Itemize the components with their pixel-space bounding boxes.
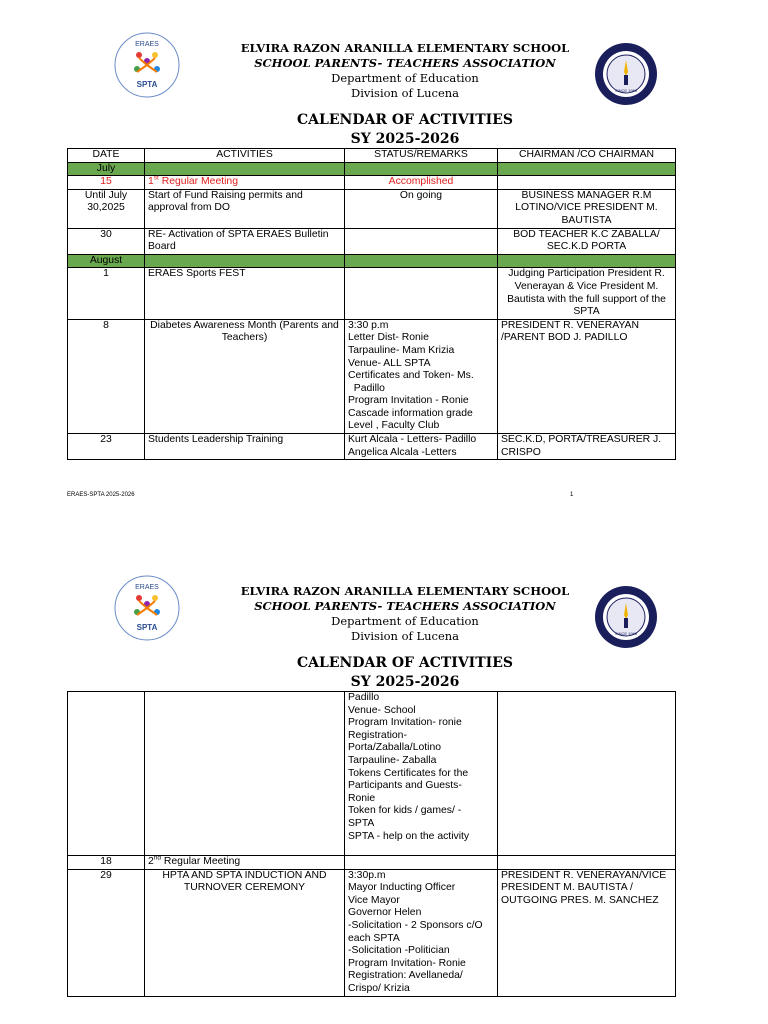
activity-cell: RE- Activation of SPTA ERAES Bulletin Board xyxy=(145,228,345,254)
chair-cell: SEC.K.D, PORTA/TREASURER J. CRISPO xyxy=(498,434,676,460)
activity-cell: Diabetes Awareness Month (Parents and Teachers) xyxy=(145,319,345,433)
chair-cell: BOD TEACHER K.C ZABALLA/ SEC.K.D PORTA xyxy=(498,228,676,254)
month-label: July xyxy=(68,162,145,176)
table-row: 30 RE- Activation of SPTA ERAES Bulletin Board BOD TEACHER K.C ZABALLA/ SEC.K.D PORTA xyxy=(68,228,676,254)
chair-cell: Judging Participation President R. Venerayan & Vice President M. Bautista with the full support of the SPTA xyxy=(498,268,676,319)
table-row: 29 HPTA AND SPTA INDUCTION AND TURNOVER CEREMONY 3:30p.m Mayor Inducting Officer Vice Mayor Governor Helen -Solicitation - 2 Sponsors c/O each SPTA -Solicitation -Politician Program Invitation- Ronie Registration: Avellaneda/ Crispo/ Krizia PRESIDENT R. VENERAYAN/VICE PRESIDENT M. BAUTISTA / OUTGOING PRES. M. SANCHEZ xyxy=(68,869,676,996)
chair-cell: BUSINESS MANAGER R.M LOTINO/VICE PRESIDENT M. BAUTISTA xyxy=(498,189,676,228)
table-row: 15 1st Regular Meeting Accomplished xyxy=(68,176,676,190)
col-header-status: STATUS/REMARKS xyxy=(345,149,498,163)
footer-label: ERAES-SPTA 2025-2026 xyxy=(67,492,135,498)
svg-text:SPTA: SPTA xyxy=(136,623,158,632)
calendar-title: CALENDAR OF ACTIVITIES xyxy=(297,655,513,671)
col-header-activities: ACTIVITIES xyxy=(145,149,345,163)
page-number: 1 xyxy=(570,492,574,498)
activity-cell: Students Leadership Training xyxy=(145,434,345,460)
status-cell: On going xyxy=(345,189,498,228)
calendar-title-block xyxy=(200,654,610,692)
status-cell: Kurt Alcala - Letters- Padillo Angelica Alcala -Letters xyxy=(345,434,498,460)
activity-cell: HPTA AND SPTA INDUCTION AND TURNOVER CEREMONY xyxy=(145,869,345,996)
division: Division of Lucena xyxy=(350,629,460,643)
table-row: Until July 30,2025 Start of Fund Raising permits and approval from DO On going BUSINESS MANAGER R.M LOTINO/VICE PRESIDENT M. BAUTISTA xyxy=(68,189,676,228)
activities-table-continued xyxy=(67,691,676,997)
svg-text:SPTA: SPTA xyxy=(136,80,158,89)
school-name: ELVIRA RAZON ARANILLA ELEMENTARY SCHOOL xyxy=(240,584,570,598)
status-cell: 3:30 p.m Letter Dist- Ronie Tarpauline- Mam Krizia Venue- ALL SPTA Certificates and Token- Ms. Padillo Program Invitation - Ronie Cascade information grade Level , Faculty Club xyxy=(345,319,498,433)
school-name: ELVIRA RAZON ARANILLA ELEMENTARY SCHOOL xyxy=(240,41,570,55)
school-header xyxy=(200,584,610,644)
table-row xyxy=(68,692,676,856)
status-cell: Accomplished xyxy=(345,176,498,190)
chair-cell: PRESIDENT R. VENERAYAN/VICE PRESIDENT M. BAUTISTA / OUTGOING PRES. M. SANCHEZ xyxy=(498,869,676,996)
table-row: 8 Diabetes Awareness Month (Parents and Teachers) 3:30 p.m Letter Dist- Ronie Tarpauline- Mam Krizia Venue- ALL SPTA Certificates and Token- Ms. Padillo Program Invitation - Ronie Cascade information grade Level , Faculty Club PRESIDENT R. VENERAYAN /PARENT BOD J. PADILLO xyxy=(68,319,676,433)
table-row: 1 ERAES Sports FEST Judging Participation President R. Venerayan & Vice President M. Bautista with the full support of the SPTA xyxy=(68,268,676,319)
svg-text:ERAES: ERAES xyxy=(135,584,159,591)
association-name: SCHOOL PARENTS- TEACHERS ASSOCIATION xyxy=(254,599,556,613)
table-row: 23 Students Leadership Training Kurt Alcala - Letters- Padillo Angelica Alcala -Letters SEC.K.D, PORTA/TREASURER J. CRISPO xyxy=(68,434,676,460)
status-cell: 3:30p.m Mayor Inducting Officer Vice Mayor Governor Helen -Solicitation - 2 Sponsors c/O each SPTA -Solicitation -Politician Program Invitation- Ronie Registration: Avellaneda/ Crispo/ Krizia xyxy=(345,869,498,996)
activity-cell: ERAES Sports FEST xyxy=(145,268,345,319)
svg-text:ERAES: ERAES xyxy=(135,41,159,48)
association-name: SCHOOL PARENTS- TEACHERS ASSOCIATION xyxy=(254,56,556,70)
col-header-date: DATE xyxy=(68,149,145,163)
department: Department of Education xyxy=(331,71,479,85)
status-cell: Padillo Venue- School Program Invitation- ronie Registration- Porta/Zaballa/Lotino Tarpauline- Zaballa Tokens Certificates for the Participants and Guests- Ronie Token for kids / games/ - SPTA SPTA - help on the activity xyxy=(345,692,498,856)
table-row: 18 2nd Regular Meeting xyxy=(68,856,676,870)
month-label: August xyxy=(68,254,145,268)
school-year: SY 2025-2026 xyxy=(350,131,460,147)
chair-cell: PRESIDENT R. VENERAYAN /PARENT BOD J. PADILLO xyxy=(498,319,676,433)
calendar-title: CALENDAR OF ACTIVITIES xyxy=(297,112,513,128)
svg-text:SINCE 1968: SINCE 1968 xyxy=(614,631,638,636)
school-year: SY 2025-2026 xyxy=(350,674,460,690)
school-seal-icon xyxy=(594,585,658,649)
activity-cell: 2nd Regular Meeting xyxy=(145,856,345,870)
department: Department of Education xyxy=(331,614,479,628)
eraes-spta-logo-icon xyxy=(113,574,181,642)
activity-cell: 1st Regular Meeting xyxy=(145,176,345,190)
col-header-chairman: CHAIRMAN /CO CHAIRMAN xyxy=(498,149,676,163)
svg-text:SINCE 1968: SINCE 1968 xyxy=(614,88,638,93)
division: Division of Lucena xyxy=(350,86,460,100)
activity-cell: Start of Fund Raising permits and approval from DO xyxy=(145,189,345,228)
